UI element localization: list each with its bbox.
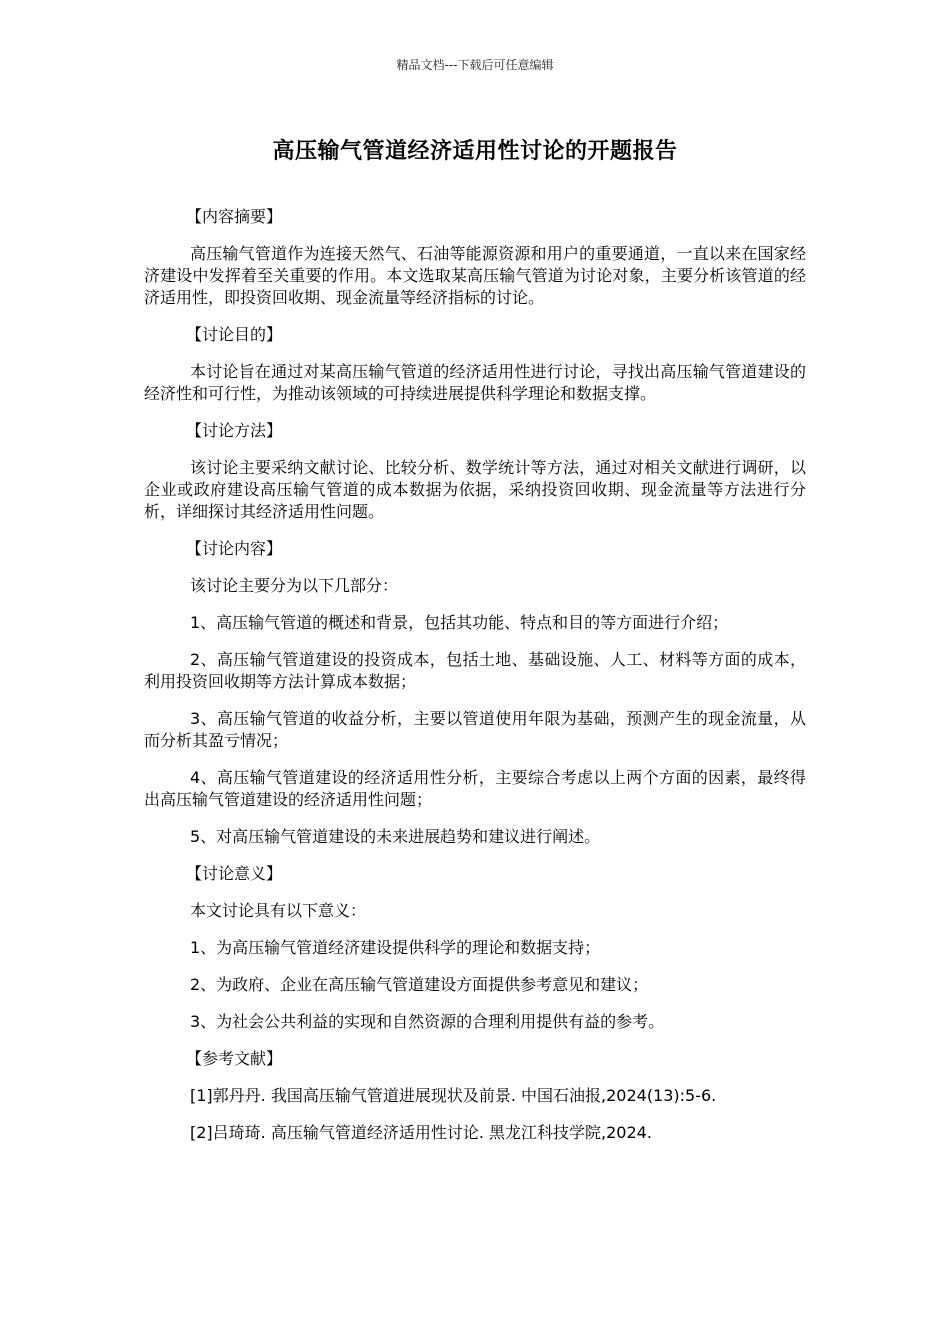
list-item-significance-3: 3、为社会公共利益的实现和自然资源的合理利用提供有益的参考。	[190, 1012, 665, 1031]
paragraph-method: 该讨论主要采纳文献讨论、比较分析、数学统计等方法，通过对相关文献进行调研，以企业或政府建设高压输气管道的成本数据为依据，采纳投资回收期、现金流量等方法进行分析，详细探讨其经济适用性问题。	[144, 458, 806, 521]
section-heading-abstract: 【内容摘要】	[186, 207, 283, 226]
list-item-significance-2: 2、为政府、企业在高压输气管道建设方面提供参考意见和建议；	[190, 975, 649, 994]
document-title: 高压输气管道经济适用性讨论的开题报告	[272, 139, 678, 164]
list-item-content-1: 1、高压输气管道的概述和背景，包括其功能、特点和目的等方面进行介绍；	[190, 613, 729, 632]
paragraph-content-intro: 该讨论主要分为以下几部分：	[190, 576, 399, 595]
paragraph-abstract: 高压输气管道作为连接天然气、石油等能源资源和用户的重要通道，一直以来在国家经济建设中发挥着至关重要的作用。本文选取某高压输气管道为讨论对象，主要分析该管道的经济适用性，即投资回收期、现金流量等经济指标的讨论。	[144, 244, 806, 307]
list-item-content-3: 3、高压输气管道的收益分析，主要以管道使用年限为基础，预测产生的现金流量，从而分析其盈亏情况；	[144, 709, 806, 750]
list-item-content-4: 4、高压输气管道建设的经济适用性分析，主要综合考虑以上两个方面的因素，最终得出高压输气管道建设的经济适用性问题；	[144, 768, 806, 809]
section-heading-method: 【讨论方法】	[186, 421, 283, 440]
paragraph-purpose: 本讨论旨在通过对某高压输气管道的经济适用性进行讨论，寻找出高压输气管道建设的经济性和可行性，为推动该领域的可持续进展提供科学理论和数据支撑。	[144, 362, 806, 403]
section-heading-references: 【参考文献】	[186, 1049, 283, 1068]
page-header-note: 精品文档---下载后可任意编辑	[396, 58, 554, 72]
list-item-content-2: 2、高压输气管道建设的投资成本，包括土地、基础设施、人工、材料等方面的成本，利用投资回收期等方法计算成本数据；	[144, 650, 806, 691]
reference-item-2: [2]吕琦琦. 高压输气管道经济适用性讨论. 黑龙江科技学院,2024.	[190, 1123, 652, 1142]
document-body	[144, 206, 806, 1159]
reference-item-1: [1]郭丹丹. 我国高压输气管道进展现状及前景. 中国石油报,2024(13):5-6.	[190, 1086, 717, 1105]
section-heading-purpose: 【讨论目的】	[186, 325, 283, 344]
list-item-content-5: 5、对高压输气管道建设的未来进展趋势和建议进行阐述。	[190, 827, 601, 846]
section-heading-significance: 【讨论意义】	[186, 864, 283, 883]
paragraph-significance-intro: 本文讨论具有以下意义：	[190, 901, 367, 920]
section-heading-content: 【讨论内容】	[186, 539, 283, 558]
list-item-significance-1: 1、为高压输气管道经济建设提供科学的理论和数据支持；	[190, 938, 601, 957]
